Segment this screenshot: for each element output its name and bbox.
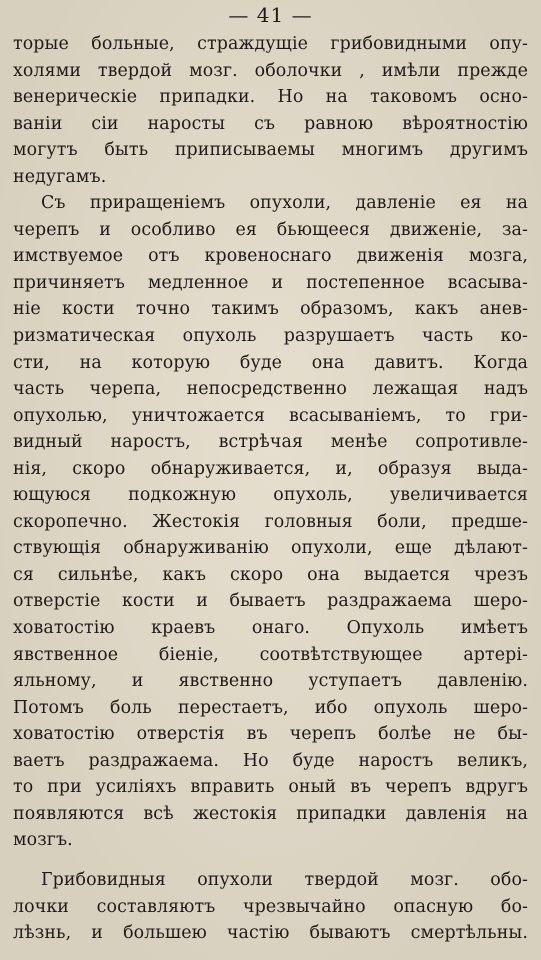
text-line: сти, на которую буде она давитъ. Когда [13, 352, 528, 373]
text-line: отверстіе кости и бываетъ раздражаема шеро- [13, 591, 528, 612]
body-text [13, 31, 528, 947]
text-line: причиняетъ медленное и постепенное всасыва- [13, 272, 528, 293]
text-line: то при усиліяхъ вправить оный въ черепъ вдругъ [13, 777, 528, 798]
text-line: ющуюся подкожную опухоль, увеличивается [13, 485, 528, 506]
text-line: Грибовидныя опухоли твердой мозг. обо- [41, 869, 528, 890]
text-line: черепъ и особливо ея бьющееся движеніе, за- [13, 219, 528, 240]
text-line: яльному, и явственно уступаетъ давленію. [13, 671, 528, 692]
text-line: ствующія обнаруживанію опухоли, еще дѣлают- [13, 538, 528, 559]
text-line: появляются всѣ жестокія припадки давленія на [13, 803, 528, 824]
text-line: лѣзнь, и большею частію бываютъ смертѣльны. [13, 923, 528, 944]
text-line: холями твердой мозг. оболочки , имѣли прежде [13, 60, 528, 81]
text-line: Съ приращеніемъ опухоли, давленіе ея на [41, 193, 528, 214]
text-line: мозгъ. [13, 830, 73, 851]
text-line: ризматическая опухоль разрушаетъ часть ко- [13, 326, 528, 347]
page-number: — 41 — [228, 3, 313, 27]
text-line: ся сильнѣе, какъ скоро она выдается чрезъ [13, 564, 528, 585]
text-line: ваетъ раздражаема. Но буде наростъ великъ, [13, 750, 528, 771]
text-line: торые больные, страждущіе грибовидными опу- [13, 34, 528, 54]
text-line: скоропечно. Жестокія головныя боли, предше- [13, 511, 528, 532]
text-line: ваніи сіи наросты съ равною вѣроятностію [13, 113, 528, 134]
text-line: венерическіе припадки. Но на таковомъ осно- [13, 87, 528, 108]
text-line: могутъ быть приписываемы многимъ другимъ [13, 140, 528, 161]
text-line: нія, скоро обнаруживается, и, образуя выда- [13, 458, 528, 479]
text-line: ховатостію отверстія въ черепъ болѣе не бы- [13, 724, 528, 745]
text-line: часть черепа, непосредственно лежащая надъ [13, 379, 528, 400]
text-line: ніе кости точно такимъ образомъ, какъ анев- [13, 299, 528, 320]
text-line: ховатостію краевъ онаго. Опухоль имѣетъ [13, 618, 528, 639]
text-line: недугамъ. [13, 166, 107, 187]
text-line: Потомъ боль перестаетъ, ибо опухоль шеро- [13, 697, 528, 718]
text-line: явственное біеніе, соотвѣтствующее артері- [13, 644, 528, 665]
text-line: видный наростъ, встрѣчая менѣе сопротивле- [13, 432, 528, 453]
text-line: имствуемое отъ кровеноснаго движенія мозга, [13, 246, 528, 267]
text-line: лочки составляютъ чрезвычайно опасную бо- [13, 896, 528, 917]
paragraph-gap [13, 854, 528, 867]
text-line: опухолью, уничтожается всасываніемъ, то гри- [13, 405, 528, 426]
